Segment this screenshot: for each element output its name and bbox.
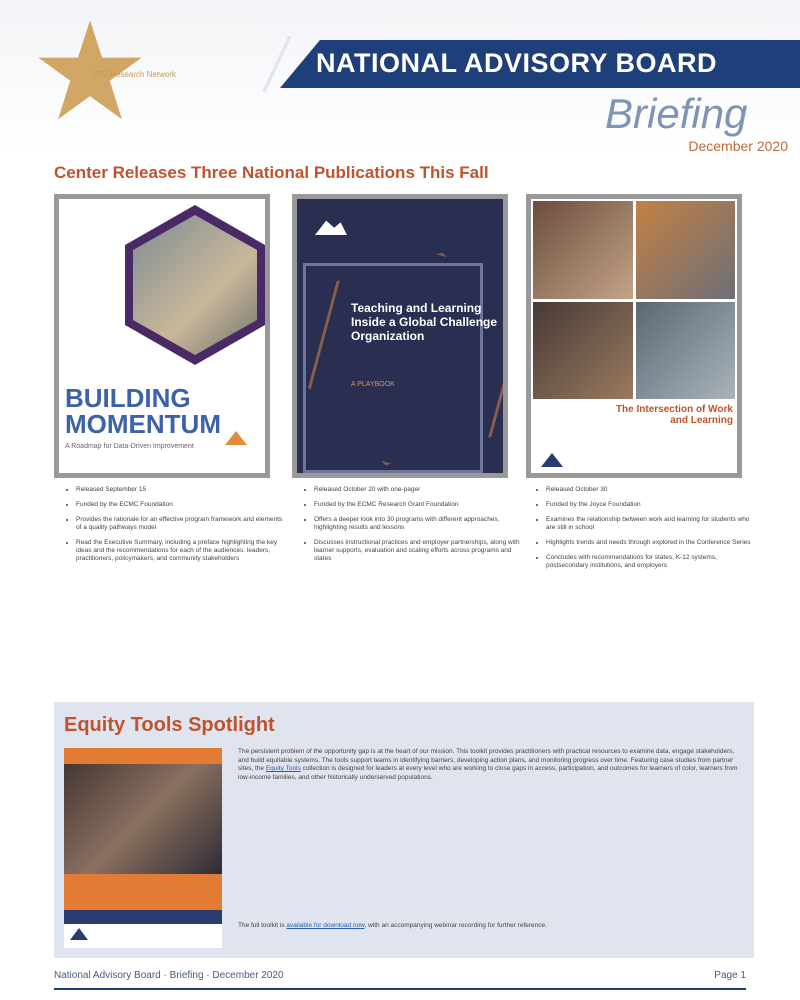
- cover-subtitle: A PLAYBOOK: [351, 381, 395, 388]
- publication-cover-2[interactable]: [292, 194, 508, 478]
- footer-divider: [54, 988, 746, 990]
- list-item: • Released October 20 with one-pager: [314, 486, 524, 494]
- cover-photo: [636, 201, 736, 299]
- paragraph-text: , with an accompanying webinar recording for further reference.: [364, 922, 547, 929]
- paragraph-text: The persistent problem of the opportunity gap is at the heart of our mission. This toolkit provides practitioners with practical resources to examine data, engage stakeholders, and build equitable systems. The tools support teams in identifying barriers, developing action plans, and monitoring progress over time. Featuring case studies from partner sites, the: [238, 748, 735, 773]
- equity-paragraph-2: [238, 922, 744, 931]
- list-item: • Released October 30: [546, 486, 756, 494]
- cover-photo: [64, 764, 222, 874]
- list-item: • Funded by the ECMC Research Grant Foundation: [314, 501, 524, 509]
- header: [0, 0, 800, 154]
- equity-paragraph: [238, 748, 744, 782]
- equity-tools-link[interactable]: Equity Tools: [265, 765, 301, 773]
- publisher-logo-icon: [70, 928, 88, 940]
- briefing-label: Briefing: [605, 90, 748, 137]
- bullet-list-3: [530, 486, 756, 577]
- cover-band: [64, 874, 222, 910]
- list-item: • Discusses instructional practices and employer partnerships, along with learner supports, evaluation and scaling efforts across programs and states: [314, 539, 524, 563]
- banner-title: NATIONAL ADVISORY BOARD: [316, 48, 718, 78]
- cover-photo: [533, 302, 633, 400]
- cover-photo: [636, 302, 736, 400]
- paragraph-text: The full toolkit is: [238, 922, 287, 929]
- list-item: • Offers a deeper look into 30 programs with different approaches, highlighting results and lessons: [314, 516, 524, 532]
- publication-cover-3[interactable]: [526, 194, 742, 478]
- equity-spotlight-box: [54, 702, 754, 958]
- issue-date: December 2020: [688, 138, 788, 154]
- cover-title: BUILDING MOMENTUM: [65, 383, 221, 439]
- cover-photo: [533, 201, 633, 299]
- list-item: • Read the Executive Summary, including a preface highlighting the key ideas and the recommendations for each of the audiences: leaders, practitioners, policymakers, and community stakeholders: [76, 539, 286, 563]
- bullet-list-2: [298, 486, 524, 570]
- org-name: CTE Research Network: [92, 70, 177, 79]
- list-item: • Funded by the ECMC Foundation: [76, 501, 286, 509]
- photo-grid: [533, 201, 735, 399]
- cover-title: The Intersection of Work and Learning: [615, 404, 733, 426]
- equity-title: Equity Tools Spotlight: [64, 714, 275, 736]
- cover-tag: [64, 748, 222, 764]
- publisher-logo-icon: [541, 453, 563, 467]
- page-number: Page 1: [714, 970, 746, 981]
- list-item: • Concludes with recommendations for states, K-12 systems, postsecondary institutions, and employers: [546, 554, 756, 570]
- list-item: • Funded by the Joyce Foundation: [546, 501, 756, 509]
- paragraph-text: collection is designed for leaders at every level who are working to close gaps in access, participation, and outcomes for learners of color, learners from low-income families, and other historically underserved populations.: [238, 765, 738, 781]
- publication-cover-1[interactable]: [54, 194, 270, 478]
- footer-text: National Advisory Board · Briefing · December 2020: [54, 970, 284, 981]
- download-link[interactable]: available for download now: [286, 922, 365, 929]
- list-item: • Released September 15: [76, 486, 286, 494]
- list-item: • Highlights trends and needs through explored in the Conference Series: [546, 539, 756, 547]
- bullet-list-1: [60, 486, 286, 570]
- equity-toolkit-cover[interactable]: [64, 748, 222, 948]
- list-item: • Examines the relationship between work and learning for students who are still in school: [546, 516, 756, 532]
- publisher-logo-icon: [315, 217, 347, 235]
- cover-title: Teaching and Learning Inside a Global Challenge Organization: [351, 301, 498, 343]
- cover-subtitle: A Roadmap for Data-Driven Improvement: [65, 443, 194, 450]
- cover-band: [64, 910, 222, 924]
- list-item: • Provides the rationale for an effective program framework and elements of a quality pathways model: [76, 516, 286, 532]
- section-title: Center Releases Three National Publications This Fall: [54, 163, 489, 182]
